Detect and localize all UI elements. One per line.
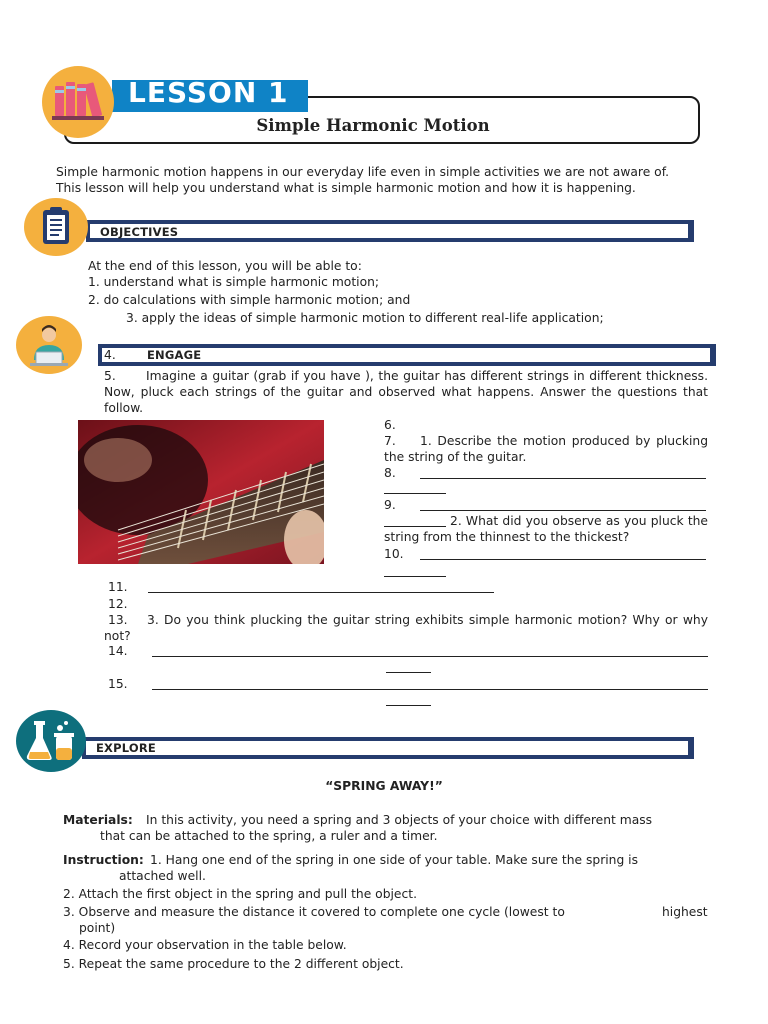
explore-bar: [82, 737, 694, 759]
engage-n7: 7.: [384, 434, 396, 448]
step-5: 5. Repeat the same procedure to the 2 different object.: [63, 957, 404, 971]
step-3-line-2: point): [79, 921, 116, 935]
engage-number: 4.: [104, 348, 116, 362]
person-laptop-icon: [16, 316, 82, 374]
explore-heading: EXPLORE: [96, 741, 156, 755]
objective-item-2: 2. do calculations with simple harmonic motion; and: [88, 293, 411, 307]
lesson-label: LESSON 1: [128, 76, 289, 109]
engage-n8: 8.: [384, 466, 396, 480]
engage-n14: 14.: [108, 644, 128, 658]
step-3-line-1: 3. Observe and measure the distance it covered to complete one cycle (lowest to: [63, 905, 565, 919]
engage-n11: 11.: [108, 580, 128, 594]
objectives-heading: OBJECTIVES: [100, 225, 179, 239]
question-3: 3. Do you think plucking the guitar string exhibits simple harmonic motion? Why or why not?: [104, 613, 708, 643]
materials-label: Materials:: [63, 813, 133, 827]
answer-line-15b: [386, 705, 431, 706]
question-1: 1. Describe the motion produced by plucking the string of the guitar.: [384, 434, 708, 464]
guitar-photo: [78, 420, 324, 564]
engage-n6: 6.: [384, 418, 396, 432]
flask-icon: [16, 710, 86, 772]
engage-n15: 15.: [108, 677, 128, 691]
answer-line-15: [152, 689, 708, 690]
instruction-label: Instruction:: [63, 853, 144, 867]
answer-line-10: [420, 559, 706, 560]
step-1-line-1: 1. Hang one end of the spring in one side of your table. Make sure the spring is: [150, 853, 639, 867]
objective-item-3: 3. apply the ideas of simple harmonic motion to different real-life application;: [126, 311, 604, 325]
answer-line-14: [152, 656, 708, 657]
step-2: 2. Attach the first object in the spring and pull the object.: [63, 887, 417, 901]
engage-n9: 9.: [384, 498, 396, 512]
answer-line-9: [420, 510, 706, 511]
engage-paragraph: Imagine a guitar (grab if you have ), the guitar has different strings in different thickness. Now, pluck each strings of the guitar and observed what happens. Answer the questions that follow.: [104, 369, 708, 415]
activity-title: “SPRING AWAY!”: [325, 779, 443, 793]
engage-n12: 12.: [108, 597, 128, 611]
engage-para-number: 5.: [104, 369, 116, 383]
intro-line-1: Simple harmonic motion happens in our everyday life even in simple activities we are not aware of.: [56, 165, 670, 179]
answer-line-11: [148, 592, 494, 593]
page-title: Simple Harmonic Motion: [256, 116, 490, 135]
engage-n13: 13.: [108, 613, 128, 627]
step-3-highest: highest: [662, 905, 708, 919]
question-2: 2. What did you observe as you pluck the string from the thinnest to the thickest?: [384, 514, 708, 544]
materials-line-1: In this activity, you need a spring and 3 objects of your choice with different mass: [146, 813, 653, 827]
clipboard-icon: [24, 198, 88, 256]
step-4: 4. Record your observation in the table below.: [63, 938, 347, 952]
engage-heading: ENGAGE: [147, 348, 202, 362]
materials-line-2: that can be attached to the spring, a ruler and a timer.: [100, 829, 438, 843]
objective-item-1: 1. understand what is simple harmonic motion;: [88, 275, 380, 289]
step-1-line-2: attached well.: [119, 869, 206, 883]
answer-line-10b: [384, 576, 446, 577]
engage-n10: 10.: [384, 547, 404, 561]
answer-line-8b: [384, 493, 446, 494]
answer-line-14b: [386, 672, 431, 673]
answer-line-8: [420, 478, 706, 479]
intro-line-2: This lesson will help you understand what is simple harmonic motion and how it is happening.: [56, 181, 636, 195]
objectives-lead: At the end of this lesson, you will be able to:: [88, 259, 362, 273]
